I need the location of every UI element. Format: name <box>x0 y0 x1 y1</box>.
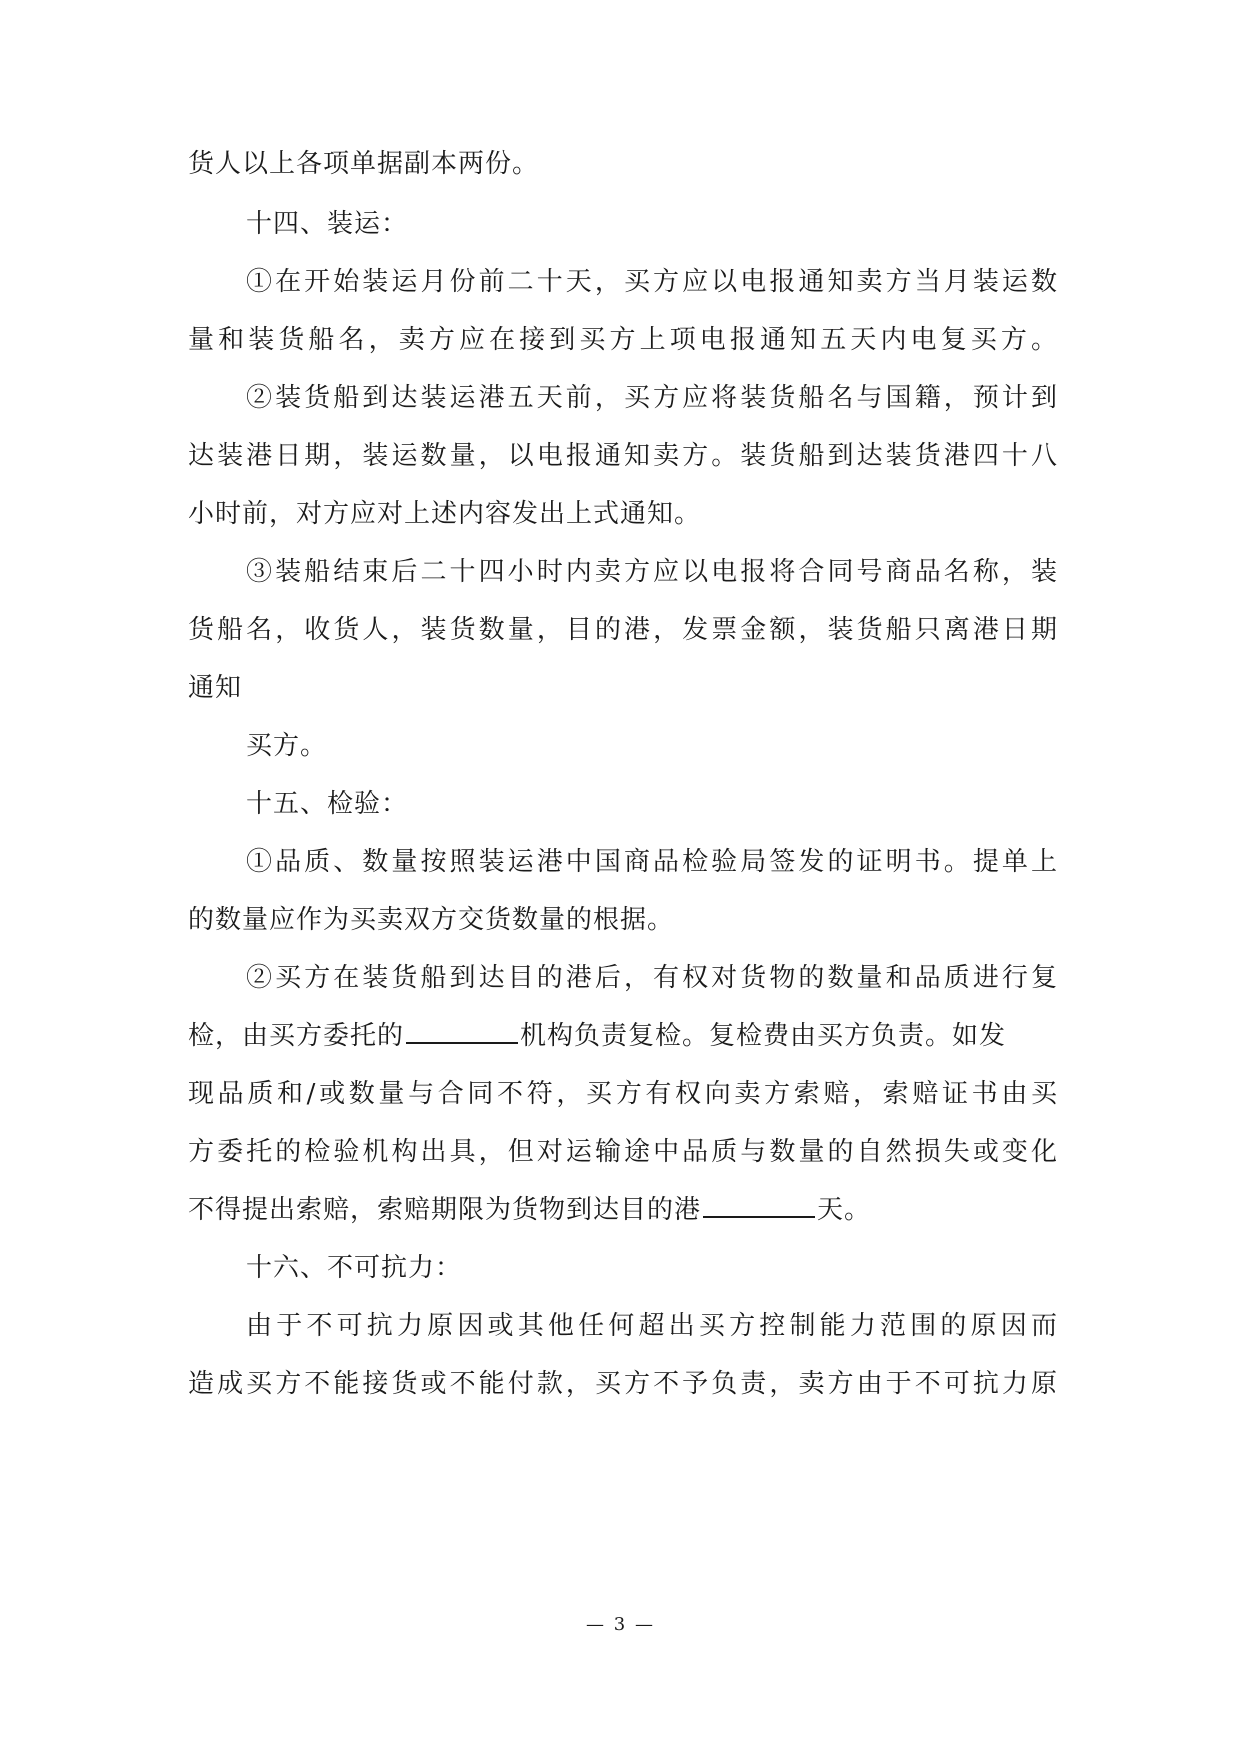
paragraph-line: 造成买方不能接货或不能付款，买方不予负责，卖方由于不可抗力原 <box>188 1369 1058 1399</box>
paragraph-line: ①在开始装运月份前二十天，买方应以电报通知卖方当月装运数 <box>246 267 1058 297</box>
section-heading-shipment: 十四、装运： <box>246 209 409 239</box>
paragraph-line: 达装港日期，装运数量，以电报通知卖方。装货船到达装货港四十八 <box>188 441 1058 471</box>
section-heading-inspection: 十五、检验： <box>246 789 409 819</box>
paragraph-line: ②装货船到达装运港五天前，买方应将装货船名与国籍，预计到 <box>246 383 1058 413</box>
text-segment: 天。 <box>817 1195 872 1225</box>
paragraph-line: 货人以上各项单据副本两份。 <box>188 149 540 179</box>
paragraph-line: 小时前，对方应对上述内容发出上式通知。 <box>188 499 702 529</box>
text-segment: 检，由买方委托的 <box>188 1021 405 1051</box>
text-segment: 不得提出索赔，索赔期限为货物到达目的港 <box>188 1195 702 1225</box>
paragraph-line: 现品质和/或数量与合同不符，买方有权向卖方索赔，索赔证书由买 <box>188 1079 1058 1109</box>
paragraph-line: 方委托的检验机构出具，但对运输途中品质与数量的自然损失或变化 <box>188 1137 1058 1167</box>
page-number: — 3 — <box>586 1614 655 1635</box>
fill-in-blank-agency <box>406 1020 518 1044</box>
paragraph-line-with-blank <box>188 1019 1058 1053</box>
section-heading-force-majeure: 十六、不可抗力： <box>246 1253 463 1283</box>
paragraph-line: 货船名，收货人，装货数量，目的港，发票金额，装货船只离港日期 <box>188 615 1058 645</box>
paragraph-line: 通知 <box>188 673 243 703</box>
fill-in-blank-days <box>703 1194 815 1218</box>
paragraph-line-with-blank <box>188 1193 1058 1227</box>
paragraph-line: 量和装货船名，卖方应在接到买方上项电报通知五天内电复买方。 <box>188 325 1058 355</box>
paragraph-line: 由于不可抗力原因或其他任何超出买方控制能力范围的原因而 <box>246 1311 1058 1341</box>
paragraph-line: ①品质、数量按照装运港中国商品检验局签发的证明书。提单上 <box>246 847 1058 877</box>
paragraph-line: 的数量应作为买卖双方交货数量的根据。 <box>188 905 675 935</box>
paragraph-line: ②买方在装货船到达目的港后，有权对货物的数量和品质进行复 <box>246 963 1058 993</box>
paragraph-line: 买方。 <box>246 731 328 761</box>
paragraph-line: ③装船结束后二十四小时内卖方应以电报将合同号商品名称，装 <box>246 557 1058 587</box>
text-segment: 机构负责复检。复检费由买方负责。如发 <box>520 1021 1007 1051</box>
